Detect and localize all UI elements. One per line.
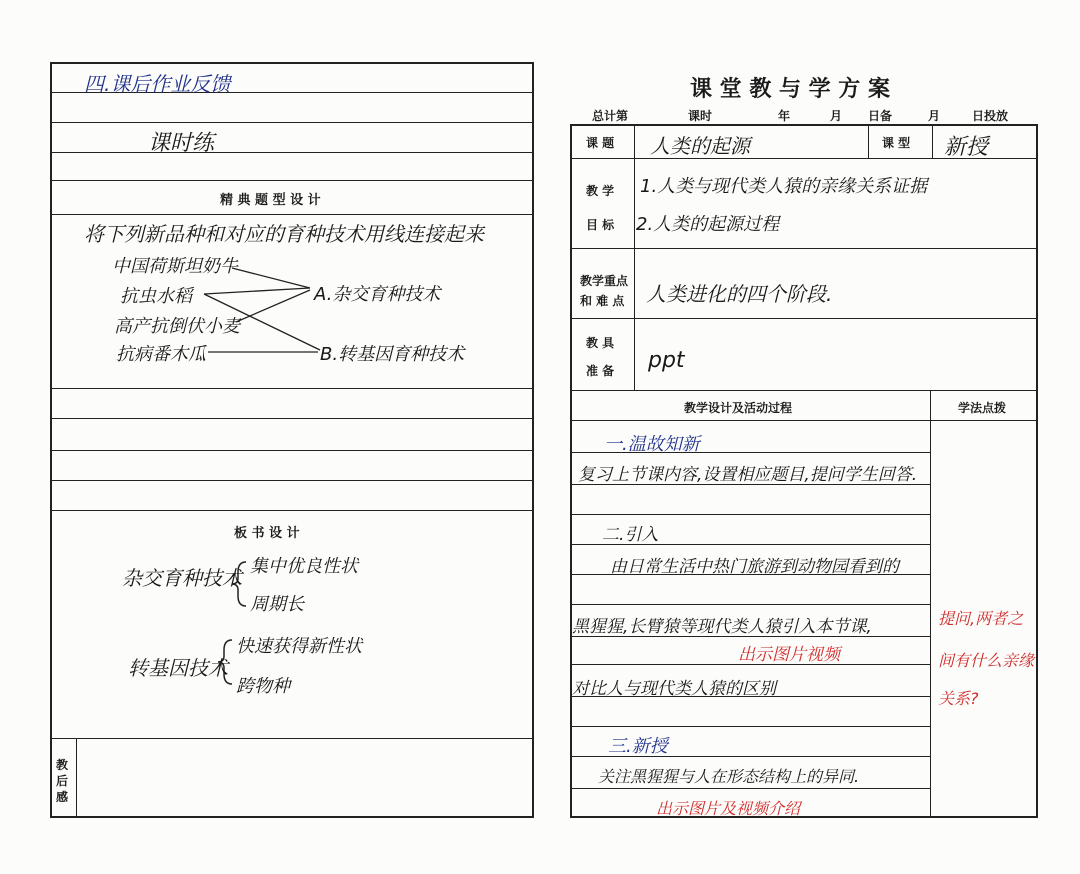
- exercise-item: 高产抗倒伏小麦: [114, 316, 240, 337]
- meta-total: 总计第: [592, 109, 629, 123]
- process-line: 对比人与现代类人猿的区别: [572, 679, 776, 699]
- board-right: 集中优良性状: [250, 556, 358, 577]
- tools-label: 准 备: [586, 364, 615, 378]
- annotation-red: 出示图片及视频介绍: [656, 799, 801, 818]
- board-right: 周期长: [250, 594, 304, 615]
- postclass-label: 感: [56, 790, 69, 804]
- board-left: 转基因技术: [128, 656, 228, 680]
- section-heading: 三.新授: [608, 736, 668, 757]
- exercise-item: 中国荷斯坦奶牛: [112, 256, 238, 277]
- postclass-label: 教: [56, 758, 69, 772]
- board-left: 杂交育种技术: [122, 566, 242, 590]
- topic-value: 人类的起源: [650, 134, 750, 158]
- goals-label: 目 标: [586, 218, 615, 232]
- goals-label: 教 学: [586, 184, 615, 198]
- match-line: [204, 294, 320, 350]
- type-label: 课 型: [882, 136, 911, 150]
- right-rule: [570, 788, 930, 789]
- exercise-option: B.转基因育种技术: [320, 344, 465, 365]
- label-col-divider: [634, 124, 635, 390]
- goal-item: 1.人类与现代类人猿的亲缘关系证据: [640, 176, 928, 197]
- process-line: 黑猩猩,长臂猿等现代类人猿引入本节课,: [572, 617, 872, 637]
- goal-item: 2.人类的起源过程: [636, 214, 780, 235]
- method-note: 间有什么亲缘: [938, 651, 1035, 670]
- meta-period: 课时: [688, 109, 713, 123]
- process-header: 教学设计及活动过程: [684, 401, 793, 415]
- right-rule: [570, 248, 1038, 249]
- meta-day-deliver: 日投放: [972, 109, 1009, 123]
- process-line: 关注黑猩猩与人在形态结构上的异同.: [598, 767, 860, 786]
- annotation-red: 出示图片视频: [738, 645, 840, 665]
- right-rule: [570, 604, 930, 605]
- keypoint-label: 教学重点: [580, 274, 629, 288]
- process-line: 复习上节课内容,设置相应题目,提问学生回答.: [578, 465, 918, 485]
- right-rule: [570, 420, 1038, 421]
- section-heading: 一.温故知新: [604, 434, 700, 455]
- design-header: 精 典 题 型 设 计: [220, 193, 321, 208]
- type-col-divider: [932, 124, 933, 158]
- meta-month: 月: [830, 109, 843, 123]
- plan-title: 课 堂 教 与 学 方 案: [690, 76, 890, 102]
- keypoint-label: 和 难 点: [580, 294, 625, 308]
- board-right: 快速获得新性状: [236, 636, 362, 657]
- section-heading: 二.引入: [602, 525, 659, 545]
- method-note: 关系?: [938, 689, 979, 708]
- right-rule: [570, 514, 930, 515]
- tools-label: 教 具: [586, 336, 615, 350]
- method-header: 学法点拨: [958, 401, 1007, 415]
- keypoint-value: 人类进化的四个阶段.: [646, 282, 833, 306]
- exercise-option: A.杂交育种技术: [314, 284, 441, 305]
- meta-month2: 月: [928, 109, 941, 123]
- method-col-divider: [930, 390, 931, 818]
- right-rule: [570, 390, 1038, 391]
- exercise-item: 抗虫水稻: [120, 286, 192, 307]
- meta-day-prep: 日备: [868, 109, 893, 123]
- tools-value: ppt: [648, 348, 685, 373]
- right-rule: [570, 318, 1038, 319]
- homework-title: 四.课后作业反馈: [84, 72, 231, 96]
- meta-year: 年: [778, 109, 791, 123]
- exercise-instruction: 将下列新品种和对应的育种技术用线连接起来: [84, 222, 484, 246]
- exercise-item: 抗病番木瓜: [116, 344, 206, 365]
- board-header: 板 书 设 计: [234, 526, 300, 541]
- reflection-title: 课时练: [148, 131, 215, 156]
- match-line: [232, 268, 310, 288]
- match-line: [236, 290, 310, 322]
- type-col-divider: [868, 124, 869, 158]
- match-line: [204, 288, 310, 294]
- method-note: 提问,两者之: [938, 609, 1024, 628]
- right-rule: [570, 726, 930, 727]
- postclass-label: 后: [56, 774, 69, 788]
- type-value: 新授: [944, 135, 989, 160]
- process-line: 由日常生活中热门旅游到动物园看到的: [610, 557, 899, 577]
- topic-label: 课 题: [586, 136, 615, 150]
- board-right: 跨物种: [236, 676, 290, 697]
